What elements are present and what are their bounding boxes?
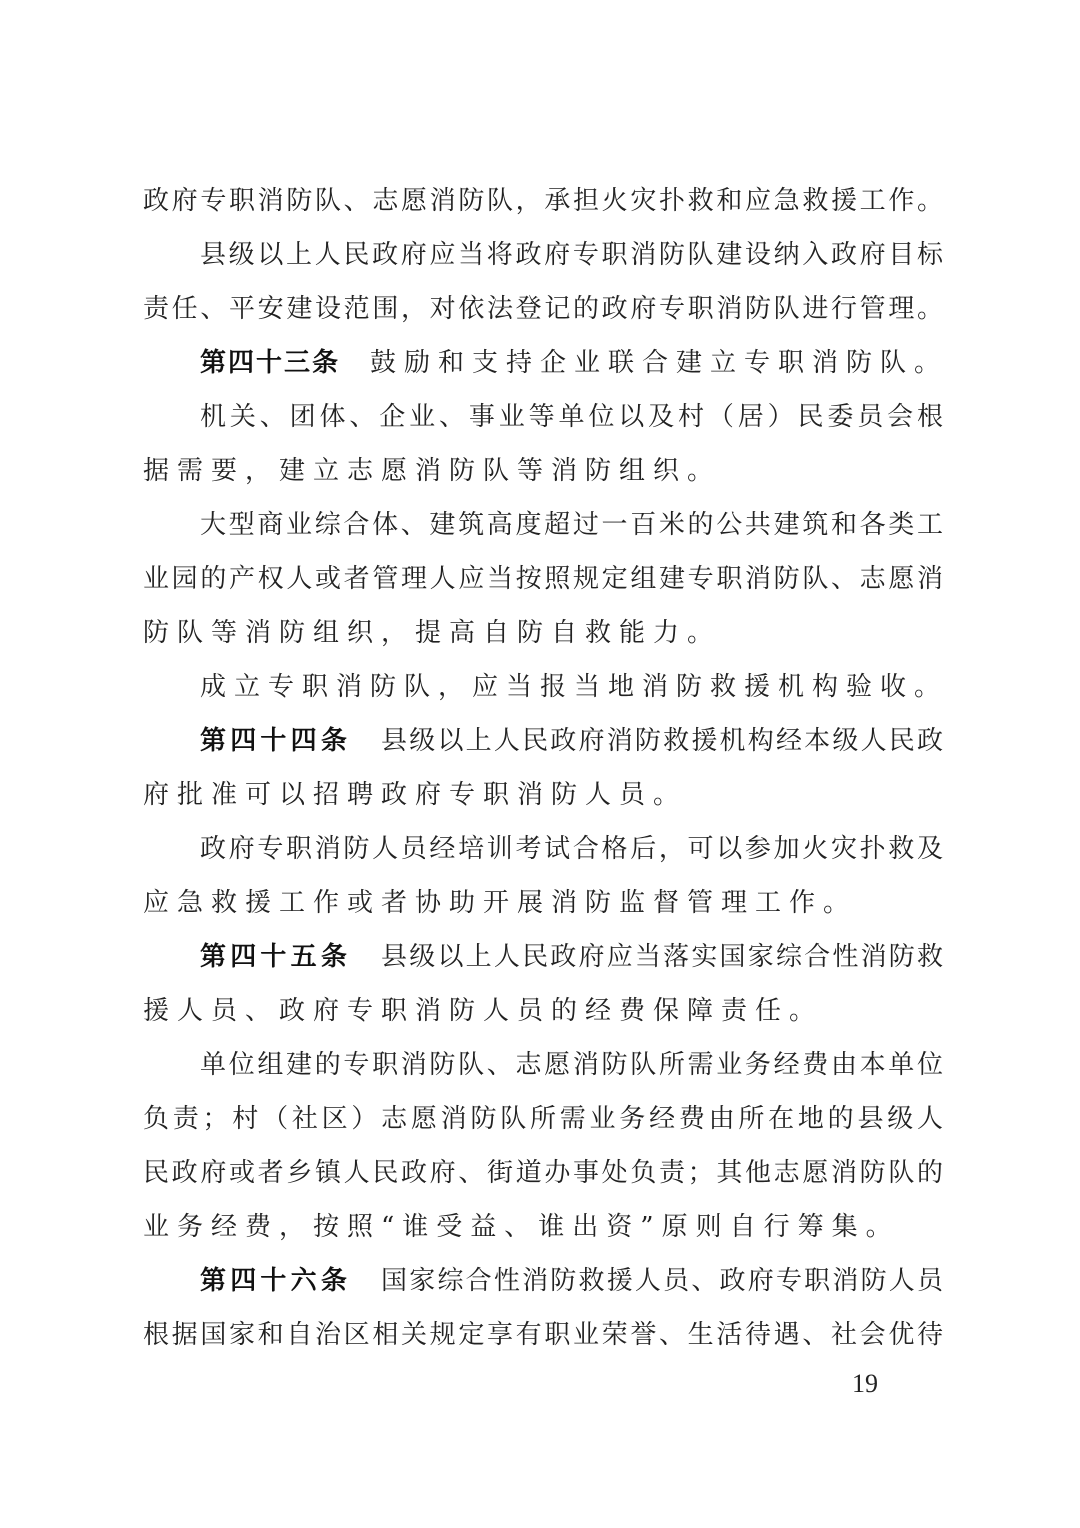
paragraph-start: 县级以上人民政府应当将政府专职消防队建设纳入政府目标 <box>200 240 943 270</box>
paragraph-end: 应急救援工作或者协助开展消防监督管理工作。 <box>143 888 858 918</box>
paragraph-end: 业务经费，按照“谁受益、谁出资”原则自行筹集。 <box>143 1212 900 1242</box>
paragraph-single: 成立专职消防队，应当报当地消防救援机构验收。 <box>200 672 949 702</box>
text-line: 责任、平安建设范围，对依法登记的政府专职消防队进行管理。 <box>143 294 943 324</box>
article-46-title: 第四十六条 <box>200 1266 352 1296</box>
article-43-title: 第四十三条 <box>200 348 341 378</box>
paragraph-end: 府批准可以招聘政府专职消防人员。 <box>143 780 688 810</box>
article-45-title: 第四十五条 <box>200 942 352 972</box>
text-span: 县级以上人民政府消防救援机构经本级人民政 <box>381 726 943 756</box>
text-line: 政府专职消防队、志愿消防队，承担火灾扑救和应急救援工作。 <box>143 186 943 216</box>
article-44-title: 第四十四条 <box>200 726 352 756</box>
paragraph-start: 单位组建的专职消防队、志愿消防队所需业务经费由本单位 <box>200 1050 943 1080</box>
article-43-line <box>143 336 949 390</box>
text-line: 根据国家和自治区相关规定享有职业荣誉、生活待遇、社会优待 <box>143 1320 943 1350</box>
text-line: 负责；村（社区）志愿消防队所需业务经费由所在地的县级人 <box>143 1104 943 1134</box>
text-line: 民政府或者乡镇人民政府、街道办事处负责；其他志愿消防队的 <box>143 1158 943 1188</box>
paragraph-end: 防队等消防组织，提高自防自救能力。 <box>143 618 722 648</box>
text-span: 国家综合性消防救援人员、政府专职消防人员 <box>381 1266 943 1296</box>
paragraph-start: 大型商业综合体、建筑高度超过一百米的公共建筑和各类工 <box>200 510 943 540</box>
article-45-line <box>143 930 943 984</box>
article-46-line <box>143 1254 943 1308</box>
paragraph-end: 援人员、政府专职消防人员的经费保障责任。 <box>143 996 824 1026</box>
paragraph-start: 政府专职消防人员经培训考试合格后，可以参加火灾扑救及 <box>200 834 943 864</box>
body-text <box>143 174 949 1362</box>
text-span: 县级以上人民政府应当落实国家综合性消防救 <box>381 942 943 972</box>
page-number: 19 <box>852 1369 878 1398</box>
article-44-line <box>143 714 943 768</box>
text-span: 鼓励和支持企业联合建立专职消防队。 <box>370 348 949 378</box>
paragraph-start: 机关、团体、企业、事业等单位以及村（居）民委员会根 <box>200 402 943 432</box>
paragraph-end: 据需要，建立志愿消防队等消防组织。 <box>143 456 722 486</box>
text-line: 业园的产权人或者管理人应当按照规定组建专职消防队、志愿消 <box>143 564 943 594</box>
